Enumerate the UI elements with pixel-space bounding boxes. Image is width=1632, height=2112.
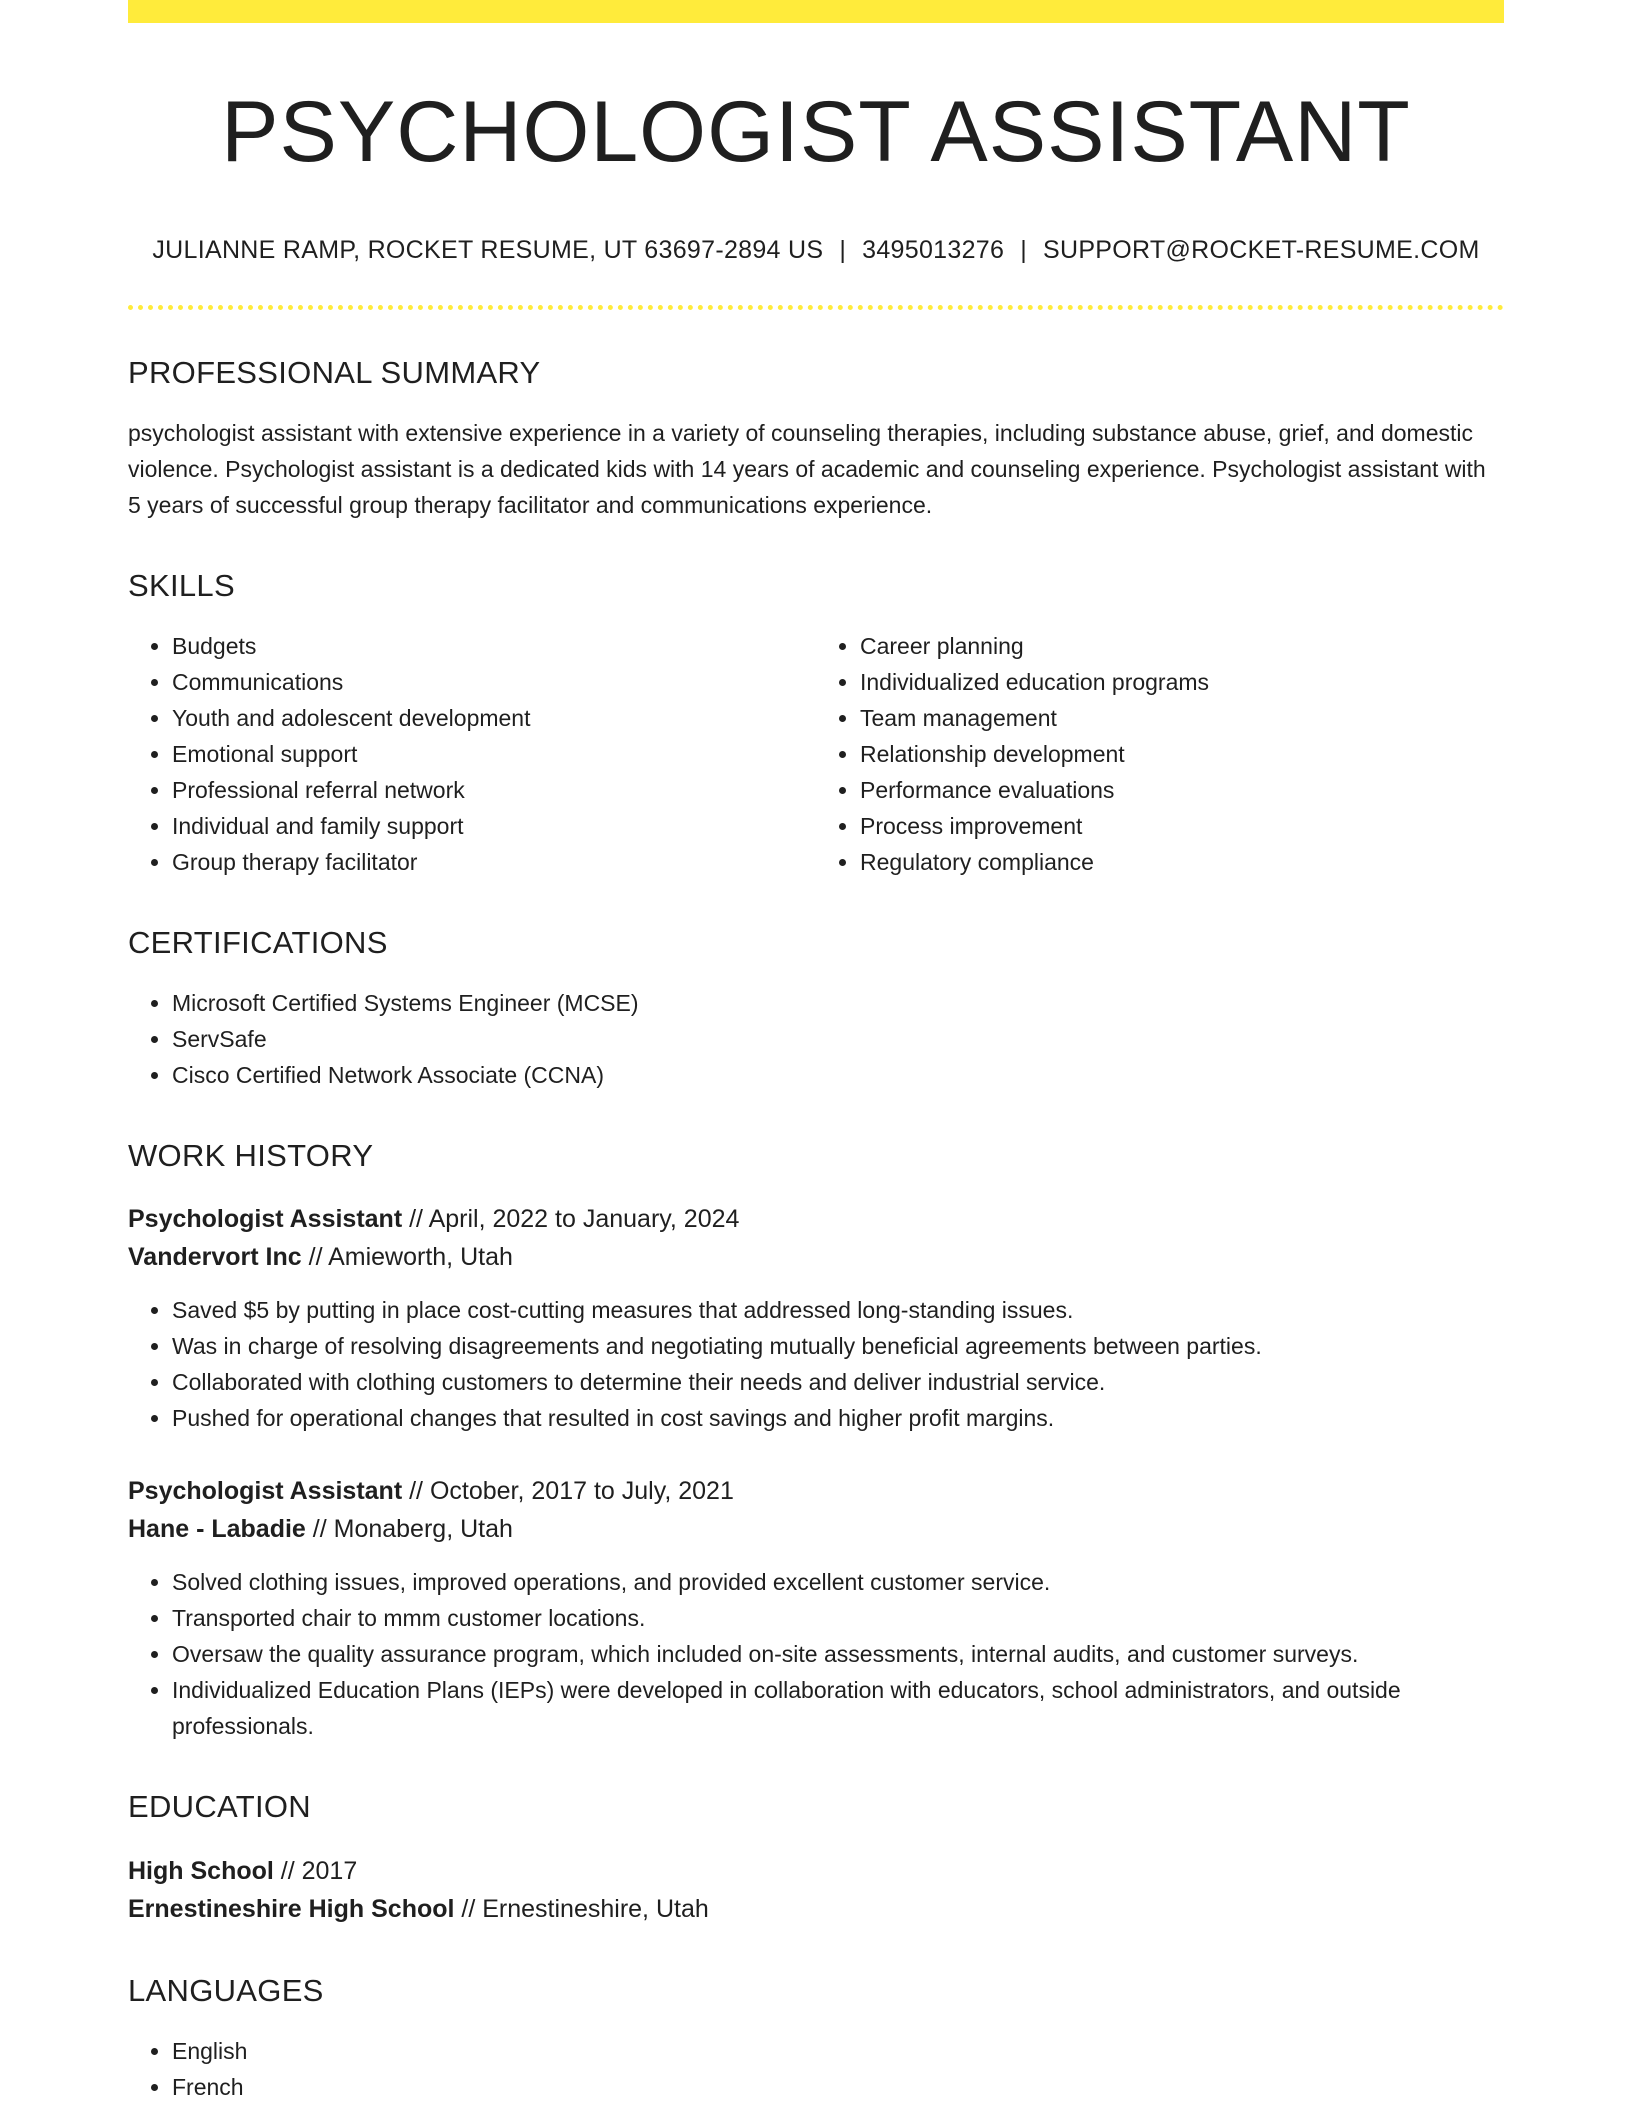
contact-email: SUPPORT@ROCKET-RESUME.COM <box>1042 235 1480 264</box>
contact-phone: 3495013276 <box>862 235 1005 264</box>
job-company: Vandervort Inc <box>128 1243 302 1272</box>
skill-item: • Budgets <box>172 628 816 664</box>
job-bullet: • Transported chair to mmm customer locations. <box>172 1600 1504 1636</box>
job-title-line <box>128 1472 1504 1510</box>
education-heading: EDUCATION <box>128 1789 311 1825</box>
job-company-line <box>128 1238 1504 1276</box>
certification-item: • ServSafe <box>172 1021 1504 1057</box>
job-bullet: • Pushed for operational changes that resulted in cost savings and higher profit margins. <box>172 1400 1504 1436</box>
job-location: // Amieworth, Utah <box>308 1243 513 1272</box>
summary-heading: PROFESSIONAL SUMMARY <box>128 354 541 390</box>
education-degree: High School <box>128 1856 274 1885</box>
skill-item: • Performance evaluations <box>860 772 1504 808</box>
skills-columns <box>128 604 1504 880</box>
job-bullet: • Collaborated with clothing customers to determine their needs and deliver industrial service. <box>172 1364 1504 1400</box>
job-bullets <box>128 1292 1504 1436</box>
job-location: // Monaberg, Utah <box>312 1515 513 1544</box>
skill-item: • Emotional support <box>172 736 816 772</box>
skill-item: • Communications <box>172 664 816 700</box>
job-title-line <box>128 1200 1504 1238</box>
skill-item: • Relationship development <box>860 736 1504 772</box>
skill-item: • Career planning <box>860 628 1504 664</box>
job-dates: // October, 2017 to July, 2021 <box>409 1477 734 1506</box>
certification-item: • Cisco Certified Network Associate (CCNA) <box>172 1057 1504 1093</box>
job-bullet: • Individualized Education Plans (IEPs) were developed in collaboration with educators, school administrators, and outside professionals. <box>172 1672 1504 1744</box>
skills-list-left <box>128 628 816 880</box>
skill-item: • Process improvement <box>860 808 1504 844</box>
education-school: Ernestineshire High School <box>128 1894 455 1923</box>
education-degree-line <box>128 1852 1504 1890</box>
accent-bar <box>128 0 1504 23</box>
skill-item: • Individual and family support <box>172 808 816 844</box>
language-item: • English <box>172 2033 1504 2069</box>
job-company-line <box>128 1510 1504 1548</box>
skill-item: • Youth and adolescent development <box>172 700 816 736</box>
job-bullets <box>128 1564 1504 1744</box>
languages-list <box>128 2033 1504 2105</box>
job-title: Psychologist Assistant <box>128 1477 403 1506</box>
work-heading: WORK HISTORY <box>128 1138 374 1174</box>
job-bullet: • Oversaw the quality assurance program, which included on-site assessments, internal audits, and customer surveys. <box>172 1636 1504 1672</box>
dotted-divider <box>128 305 1504 310</box>
contact-separator: | <box>1020 235 1027 264</box>
job-company: Hane - Labadie <box>128 1515 306 1544</box>
education-location: // Ernestineshire, Utah <box>461 1894 709 1923</box>
job-bullet: • Solved clothing issues, improved operations, and provided excellent customer service. <box>172 1564 1504 1600</box>
certifications-heading: CERTIFICATIONS <box>128 924 388 960</box>
job-bullet: • Was in charge of resolving disagreements and negotiating mutually beneficial agreements between parties. <box>172 1328 1504 1364</box>
skill-item: • Regulatory compliance <box>860 844 1504 880</box>
summary-text: psychologist assistant with extensive experience in a variety of counseling therapies, including substance abuse, grief, and domestic violence. Psychologist assistant is a dedicated kids with 14 years of academic and counseling experience. Psychologist assistant with 5 years of successful group therapy facilitator and communications experience. <box>128 419 1486 518</box>
job-entry <box>128 1200 1504 1436</box>
skills-heading: SKILLS <box>128 567 235 603</box>
job-entry <box>128 1472 1504 1744</box>
language-item: • French <box>172 2069 1504 2105</box>
certifications-list <box>128 985 1504 1093</box>
contact-address: JULIANNE RAMP, ROCKET RESUME, UT 63697-2894 US <box>152 235 824 264</box>
skill-item: • Individualized education programs <box>860 664 1504 700</box>
job-title: Psychologist Assistant <box>128 1205 403 1234</box>
education-year: // 2017 <box>280 1856 358 1885</box>
contact-separator: | <box>839 235 847 264</box>
skills-list-right <box>816 628 1504 880</box>
languages-heading: LANGUAGES <box>128 1972 324 2008</box>
contact-line <box>128 236 1504 265</box>
certification-item: • Microsoft Certified Systems Engineer (MCSE) <box>172 985 1504 1021</box>
skill-item: • Professional referral network <box>172 772 816 808</box>
job-bullet: • Saved $5 by putting in place cost-cutting measures that addressed long-standing issues. <box>172 1292 1504 1328</box>
job-dates: // April, 2022 to January, 2024 <box>409 1205 740 1234</box>
skill-item: • Team management <box>860 700 1504 736</box>
resume-title: PSYCHOLOGIST ASSISTANT <box>221 84 1411 180</box>
education-school-line <box>128 1890 1504 1928</box>
skill-item: • Group therapy facilitator <box>172 844 816 880</box>
